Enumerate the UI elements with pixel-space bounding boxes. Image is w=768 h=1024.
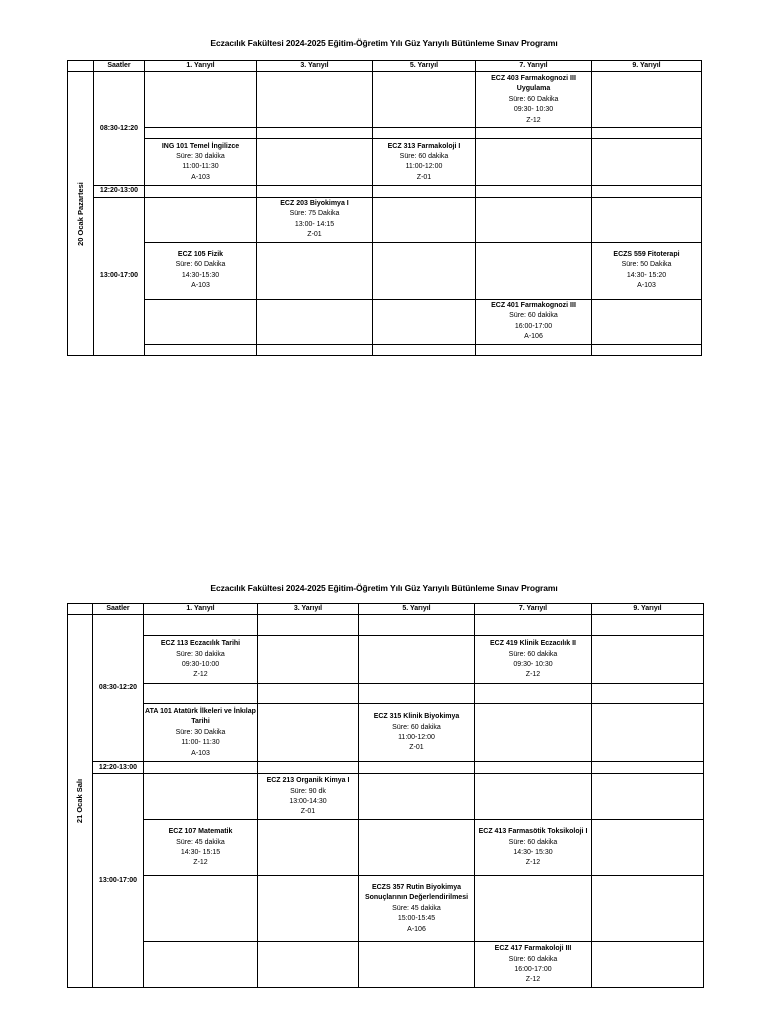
table-row (68, 299, 702, 344)
exam-ecz-113: ECZ 113 Eczacılık Tarihi Süre: 30 dakika 09:30-10:00 Z-12 (144, 636, 258, 684)
table-row (68, 186, 702, 197)
corner-cell (68, 604, 93, 615)
schedule-title-day1: Eczacılık Fakültesi 2024-2025 Eğitim-Öğretim Yılı Güz Yarıyılı Bütünleme Sınav Programı (210, 38, 558, 48)
header-semester-3: 3. Yarıyıl (258, 604, 359, 615)
table-row (68, 128, 702, 139)
table-row (68, 242, 702, 299)
exam-ecz-313: ECZ 313 Farmakoloji I Süre: 60 dakika 11:00-12:00 Z-01 (373, 139, 476, 186)
table-row (68, 72, 702, 128)
empty-cell (257, 72, 373, 128)
header-semester-3: 3. Yarıyıl (257, 61, 373, 72)
exam-ata-101: ATA 101 Atatürk İlkeleri ve İnkılap Tarihi Süre: 30 Dakika 11:00- 11:30 A-103 (144, 704, 258, 762)
exam-ecz-401: ECZ 401 Farmakognozi III Süre: 60 dakika 16:00-17:00 A-106 (476, 299, 592, 344)
exam-schedule-table-day1 (67, 60, 702, 356)
day-label-cell (68, 615, 93, 988)
exam-ing-101: ING 101 Temel İngilizce Süre: 30 dakika 11:00-11:30 A-103 (145, 139, 257, 186)
table-row (68, 704, 704, 762)
exam-ecz-403: ECZ 403 Farmakognozi III Uygulama Süre: 60 Dakika 09:30- 10:30 Z-12 (476, 72, 592, 128)
header-saatler: Saatler (93, 604, 144, 615)
table-row (68, 197, 702, 242)
exam-ecz-107: ECZ 107 Matematik Süre: 45 dakika 14:30- 15:15 Z-12 (144, 820, 258, 876)
time-slot-morning: 08:30-12:20 (93, 615, 144, 762)
time-slot-afternoon: 13:00-17:00 (94, 197, 145, 355)
header-semester-5: 5. Yarıyıl (359, 604, 475, 615)
header-semester-9: 9. Yarıyıl (592, 61, 702, 72)
corner-cell (68, 61, 94, 72)
schedule-title-day2: Eczacılık Fakültesi 2024-2025 Eğitim-Öğretim Yılı Güz Yarıyılı Bütünleme Sınav Programı (210, 583, 558, 593)
header-row (68, 604, 704, 615)
time-slot-noon: 12:20-13:00 (94, 186, 145, 197)
exam-ecz-315: ECZ 315 Klinik Biyokimya Süre: 60 dakika 11:00-12:00 Z-01 (359, 704, 475, 762)
table-row (68, 876, 704, 942)
empty-cell (592, 72, 702, 128)
table-row (68, 820, 704, 876)
header-row (68, 61, 702, 72)
empty-cell (373, 72, 476, 128)
table-row (68, 615, 704, 636)
day-label-cell (68, 72, 94, 355)
header-semester-7: 7. Yarıyıl (475, 604, 592, 615)
header-semester-5: 5. Yarıyıl (373, 61, 476, 72)
exam-eczs-559: ECZS 559 Fitoterapi Süre: 50 Dakika 14:30- 15:20 A-103 (592, 242, 702, 299)
exam-ecz-213: ECZ 213 Organik Kimya I Süre: 90 dk 13:00-14:30 Z-01 (258, 774, 359, 820)
table-row (68, 942, 704, 988)
header-semester-9: 9. Yarıyıl (592, 604, 704, 615)
empty-cell (145, 72, 257, 128)
day-label: 21 Ocak Salı (74, 779, 84, 824)
header-semester-7: 7. Yarıyıl (476, 61, 592, 72)
table-row (68, 774, 704, 820)
exam-eczs-357: ECZS 357 Rutin Biyokimya Sonuçlarının Değerlendirilmesi Süre: 45 dakika 15:00-15:45 A-106 (359, 876, 475, 942)
table-row (68, 344, 702, 355)
exam-schedule-table-day2 (67, 603, 704, 988)
time-slot-noon: 12:20-13:00 (93, 762, 144, 774)
header-saatler: Saatler (94, 61, 145, 72)
exam-ecz-105: ECZ 105 Fizik Süre: 60 Dakika 14:30-15:30 A-103 (145, 242, 257, 299)
header-semester-1: 1. Yarıyıl (145, 61, 257, 72)
time-slot-afternoon: 13:00-17:00 (93, 774, 144, 988)
table-row (68, 636, 704, 684)
table-row (68, 762, 704, 774)
exam-ecz-413: ECZ 413 Farmasötik Toksikoloji I Süre: 60 dakika 14:30- 15:30 Z-12 (475, 820, 592, 876)
exam-ecz-203: ECZ 203 Biyokimya I Süre: 75 Dakika 13:00- 14:15 Z-01 (257, 197, 373, 242)
table-row (68, 139, 702, 186)
time-slot-morning: 08:30-12:20 (94, 72, 145, 186)
header-semester-1: 1. Yarıyıl (144, 604, 258, 615)
day-label: 20 Ocak Pazartesi (75, 181, 85, 246)
table-row (68, 684, 704, 704)
exam-ecz-419: ECZ 419 Klinik Eczacılık II Süre: 60 dakika 09:30- 10:30 Z-12 (475, 636, 592, 684)
exam-ecz-417: ECZ 417 Farmakoloji III Süre: 60 dakika 16:00-17:00 Z-12 (475, 942, 592, 988)
